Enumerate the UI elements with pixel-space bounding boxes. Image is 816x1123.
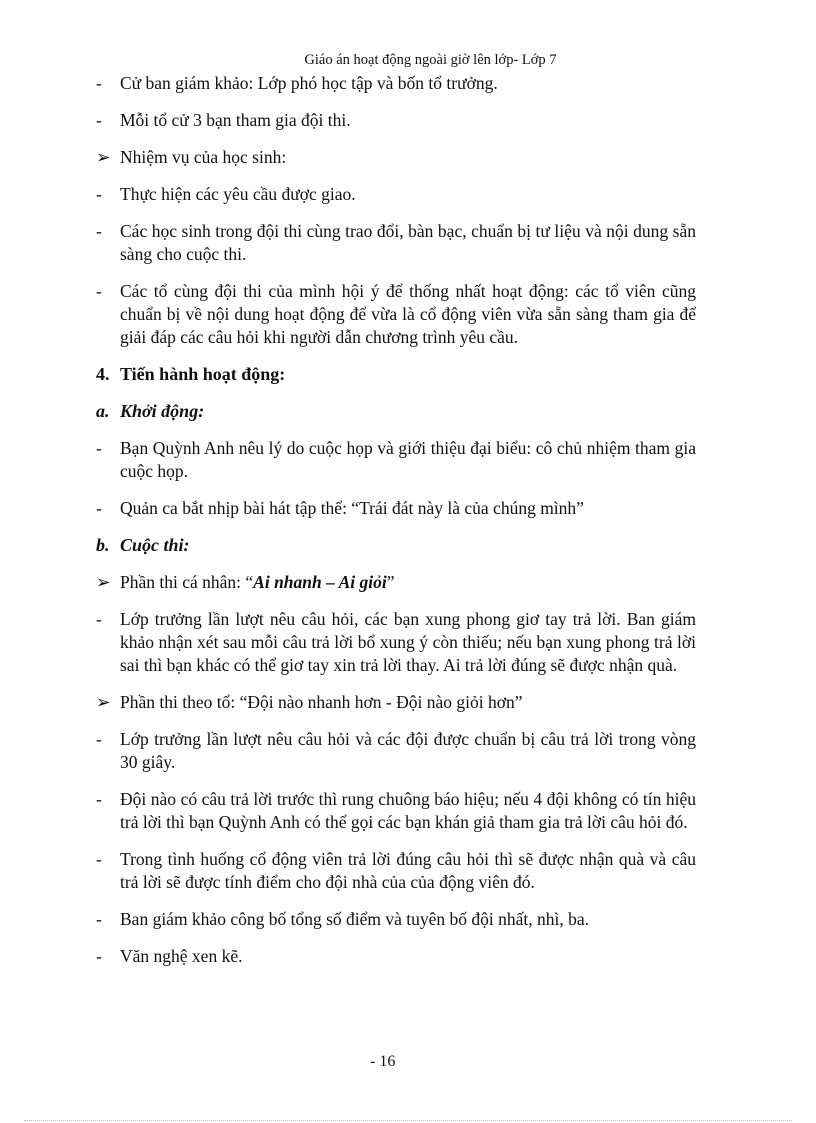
list-item xyxy=(96,109,696,132)
section-number: 4. xyxy=(96,364,110,384)
list-item xyxy=(96,691,696,714)
list-item-text: Phần thi theo tổ: “Đội nào nhanh hơn - Đội nào giỏi hơn” xyxy=(120,692,523,712)
dash-bullet: - xyxy=(96,110,102,130)
dash-bullet: - xyxy=(96,909,102,929)
arrow-bullet-icon: ➢ xyxy=(96,147,111,167)
list-item xyxy=(96,280,696,349)
section-heading xyxy=(96,363,696,386)
list-item xyxy=(96,788,696,834)
dash-bullet: - xyxy=(96,789,102,809)
list-item-text: Lớp trưởng lần lượt nêu câu hỏi, các bạn xung phong giơ tay trả lời. Ban giám khảo nhận xét sau mỗi câu trả lời bổ xung ý còn thiếu; nếu bạn xung phong trả lời sai thì bạn khác có thể giơ tay xin trả lời thay. Ai trả lời đúng sẽ được nhận quà. xyxy=(120,609,696,675)
arrow-bullet-icon: ➢ xyxy=(96,572,111,592)
list-item xyxy=(96,72,696,95)
list-item-text: Lớp trưởng lần lượt nêu câu hỏi và các đội được chuẩn bị câu trả lời trong vòng 30 giây. xyxy=(120,729,696,772)
section-heading-text: Tiến hành hoạt động: xyxy=(120,364,286,384)
list-item xyxy=(96,848,696,894)
arrow-bullet-icon: ➢ xyxy=(96,692,111,712)
dash-bullet: - xyxy=(96,946,102,966)
emphasis-text: Ai nhanh – Ai giỏi xyxy=(253,572,387,592)
list-item-text: Các tổ cùng đội thi của mình hội ý để thống nhất hoạt động: các tổ viên cũng chuẩn bị về nội dung hoạt động để vừa là cổ động viên vừa sẵn sàng tham gia để giải đáp các câu hỏi khi người dẫn chương trình yêu cầu. xyxy=(120,281,696,347)
dash-bullet: - xyxy=(96,498,102,518)
list-item xyxy=(96,220,696,266)
list-item-text: Văn nghệ xen kẽ. xyxy=(120,946,243,966)
list-item xyxy=(96,908,696,931)
list-item-text: Các học sinh trong đội thi cùng trao đổi, bàn bạc, chuẩn bị tư liệu và nội dung sẵn sàng cho cuộc thi. xyxy=(120,221,696,264)
dash-bullet: - xyxy=(96,73,102,93)
list-item-text: Quản ca bắt nhịp bài hát tập thể: “Trái đát này là của chúng mình” xyxy=(120,498,584,518)
dash-bullet: - xyxy=(96,849,102,869)
list-item-text: Đội nào có câu trả lời trước thì rung chuông báo hiệu; nếu 4 đội không có tín hiệu trả lời thì bạn Quỳnh Anh có thể gọi các bạn khán giả tham gia trả lời câu hỏi đó. xyxy=(120,789,696,832)
list-item-text: Bạn Quỳnh Anh nêu lý do cuộc họp và giới thiệu đại biểu: cô chủ nhiệm tham gia cuộc họp. xyxy=(120,438,696,481)
subsection-heading-text: Khởi động: xyxy=(120,401,205,421)
dash-bullet: - xyxy=(96,438,102,458)
list-item-text: Cử ban giám khảo: Lớp phó học tập và bốn tổ trưởng. xyxy=(120,73,498,93)
list-item xyxy=(96,146,696,169)
page-body xyxy=(96,72,696,968)
subsection-letter: a. xyxy=(96,401,110,421)
list-item xyxy=(96,608,696,677)
list-item xyxy=(96,571,696,594)
dash-bullet: - xyxy=(96,729,102,749)
page-number: - 16 xyxy=(370,1053,396,1070)
list-item xyxy=(96,497,696,520)
list-item-text: Nhiệm vụ của học sinh: xyxy=(120,147,287,167)
list-item-text: Trong tình huống cổ động viên trả lời đúng câu hỏi thì sẽ được nhận quà và câu trả lời sẽ được tính điểm cho đội nhà của của động viên đó. xyxy=(120,849,696,892)
list-item xyxy=(96,183,696,206)
dash-bullet: - xyxy=(96,184,102,204)
list-item xyxy=(96,728,696,774)
dash-bullet: - xyxy=(96,221,102,241)
list-item-text-suffix: ” xyxy=(386,572,395,592)
list-item-text: Mỗi tổ cử 3 bạn tham gia đội thi. xyxy=(120,110,351,130)
dash-bullet: - xyxy=(96,281,102,301)
list-item xyxy=(96,945,696,968)
running-header: Giáo án hoạt động ngoài giờ lên lớp- Lớp 7 xyxy=(304,52,557,68)
list-item xyxy=(96,437,696,483)
subsection-heading-text: Cuộc thi: xyxy=(120,535,190,555)
subsection-heading xyxy=(96,534,696,557)
list-item-text: Ban giám khảo công bố tổng số điểm và tuyên bố đội nhất, nhì, ba. xyxy=(120,909,590,929)
list-item-text: Thực hiện các yêu cầu được giao. xyxy=(120,184,356,204)
subsection-heading xyxy=(96,400,696,423)
subsection-letter: b. xyxy=(96,535,110,555)
footer-divider xyxy=(24,1120,792,1121)
dash-bullet: - xyxy=(96,609,102,629)
list-item-text-prefix: Phần thi cá nhân: “ xyxy=(120,572,254,592)
